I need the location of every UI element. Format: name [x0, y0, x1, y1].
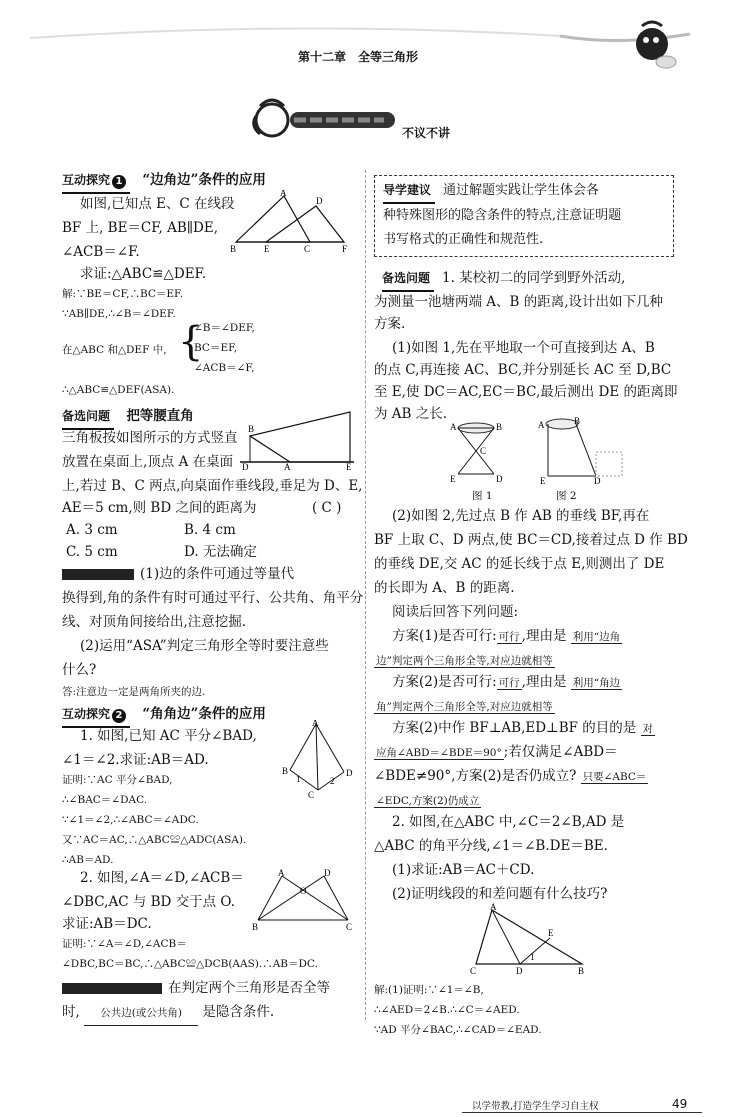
tip-text: (2)运用“ASA”判定三角形全等时要注意些	[80, 638, 329, 654]
problem-text: 为测量一池塘两端 A、B 的距离,设计出如下几种	[374, 294, 664, 310]
svg-text:C: C	[470, 966, 477, 976]
guide-text: 书写格式的正确性和规范性.	[383, 232, 544, 247]
svg-text:A: A	[312, 720, 319, 728]
problem-text: 的点 C,再连接 AC、BC,并分别延长 AC 至 D,BC	[374, 362, 672, 378]
svg-text:D: D	[316, 196, 323, 206]
problem-text: ∠DBC,AC 与 BD 交于点 O.	[62, 894, 236, 910]
brace-symbol: {	[178, 319, 204, 365]
footer-line	[462, 1112, 702, 1113]
option-a: A. 3 cm	[66, 522, 118, 538]
question-line: 方案(2)是否可行: 可行 ,理由是 利用“角边	[392, 674, 621, 690]
problem-text: 方案.	[374, 316, 406, 332]
page-number: 49	[672, 1097, 688, 1111]
svg-text:A: A	[450, 422, 457, 432]
figure-crossed-triangles	[252, 868, 356, 932]
svg-text:A: A	[284, 462, 291, 470]
svg-text:1: 1	[530, 952, 535, 962]
figure-caption: 图 2	[556, 490, 577, 502]
tip-text: 什么?	[62, 662, 97, 678]
svg-text:B: B	[496, 422, 503, 432]
option-d: D. 无法确定	[184, 544, 257, 560]
svg-text:A: A	[278, 868, 285, 878]
problem-text: 1. 如图,已知 AC 平分∠BAD,	[80, 728, 257, 744]
answer-line: 边”判定两个三角形全等,对应边就相等	[376, 655, 553, 667]
solution-text: 解:(1)证明:∵∠1＝∠B,	[374, 984, 484, 996]
svg-text:B: B	[252, 922, 259, 932]
problem-text: 2. 如图,在△ABC 中,∠C＝2∠B,AD 是	[392, 814, 625, 830]
answer-line: 角”判定两个三角形全等,对应边就相等	[376, 701, 553, 713]
figure-right-triangle-ruler	[240, 408, 354, 470]
section-tag: 互动探究 1	[62, 168, 130, 194]
figure-2-pond	[536, 416, 626, 486]
svg-text:A: A	[280, 190, 287, 198]
question-line: ∠BDE≠90°,方案(2)是否仍成立? 只要∠ABC＝	[374, 768, 647, 784]
solution-text: 在△ABC 和△DEF 中,	[62, 344, 167, 356]
section-tag: 备选问题	[62, 404, 114, 430]
solution-text: BC＝EF,	[194, 342, 238, 354]
section-badge	[250, 96, 410, 142]
problem-text: (1)如图 1,先在平地取一个可直接到达 A、B	[392, 340, 655, 356]
section-title: 把等腰直角	[126, 408, 194, 424]
problem-text: BF 上, BE＝CF, AB∥DE,	[62, 220, 218, 236]
problem-text: △ABC 的角平分线,∠1＝∠B.DE＝BE.	[374, 838, 608, 854]
svg-text:B: B	[578, 966, 585, 976]
problem-text: ∠ACB＝∠F.	[62, 244, 140, 260]
problem-text: 为 AB 之长.	[374, 406, 448, 422]
problem-text: 如图,已知点 E、C 在线段	[80, 196, 235, 212]
problem-text: 的垂线 DE,交 AC 的延长线于点 E,则测出了 DE	[374, 556, 665, 572]
svg-text:E: E	[548, 928, 554, 938]
problem-text: ∠1＝∠2.求证:AB＝AD.	[62, 752, 209, 768]
redacted-bar	[62, 983, 162, 994]
problem-text: (2)如图 2,先过点 B 作 AB 的垂线 BF,再在	[392, 508, 650, 524]
svg-text:D: D	[496, 474, 503, 484]
solution-text: ∴AB＝AD.	[62, 854, 114, 866]
solution-text: 解:∵BE＝CF,∴BC＝EF.	[62, 288, 184, 300]
section-tag: 互动探究 2	[62, 702, 130, 728]
solution-text: 又∵AC＝AC,∴△ABC≌△ADC(ASA).	[62, 834, 247, 846]
svg-text:B: B	[230, 244, 237, 254]
answer-text: 答:注意边一定是两角所夹的边.	[62, 686, 206, 698]
figure-caption: 图 1	[472, 490, 493, 502]
problem-text: 求证:△ABC≌△DEF.	[80, 266, 207, 282]
svg-text:D: D	[324, 868, 331, 878]
svg-text:D: D	[346, 768, 353, 778]
section-title: “边角边”条件的应用	[142, 172, 266, 188]
problem-text: 放置在桌面上,顶点 A 在桌面	[62, 454, 234, 470]
problem-text: 的长即为 A、B 的距离.	[374, 580, 515, 596]
svg-text:1: 1	[296, 774, 301, 784]
svg-text:D: D	[242, 462, 249, 470]
svg-text:B: B	[282, 766, 289, 776]
fill-in-answer: 公共边(或公共角)	[84, 1001, 198, 1026]
answer-line: ∠EDC,方案(2)仍成立	[376, 795, 480, 807]
solution-text: ∠DBC,BC＝BC,∴△ABC≌△DCB(AAS).∴AB＝DC.	[62, 958, 318, 970]
answer-paren: ( C )	[312, 500, 342, 516]
tip-text: 线、对顶角间接给出,注意挖掘.	[62, 614, 247, 630]
solution-text: ∵∠1＝∠2,∴∠ABC＝∠ADC.	[62, 814, 199, 826]
solution-text: ∴∠AED＝2∠B.∴∠C＝∠AED.	[374, 1004, 520, 1016]
problem-text: 求证:AB＝DC.	[62, 916, 152, 932]
problem-text: (2)证明线段的和差问题有什么技巧?	[392, 886, 608, 902]
svg-text:C: C	[480, 446, 487, 456]
badge-subtitle: 不议不讲	[402, 126, 451, 140]
problem-text: (1)求证:AB＝AC＋CD.	[392, 862, 535, 878]
svg-text:F: F	[342, 244, 348, 254]
problem-text: 2. 如图,∠A＝∠D,∠ACB＝	[80, 870, 244, 886]
solution-text: ∠ACB＝∠F,	[194, 362, 255, 374]
mascot-icon	[626, 18, 682, 70]
guide-tag: 导学建议	[383, 178, 435, 204]
svg-text:E: E	[346, 462, 352, 470]
figure-triangle-abc-bisector	[470, 902, 588, 976]
section-tag: 备选问题	[382, 266, 434, 292]
svg-text:O: O	[300, 886, 307, 896]
solution-text: 证明:∵∠A＝∠D,∠ACB＝	[62, 938, 187, 950]
svg-text:E: E	[540, 476, 546, 486]
question-line: 应角∠ABD＝∠BDE＝90° ;若仅满足∠ABD＝	[376, 744, 618, 760]
solution-text: ∴△ABC≌△DEF(ASA).	[62, 384, 175, 396]
guide-box: 导学建议 通过解题实践让学生体会各 种特殊图形的隐含条件的特点,注意证明题 书写格式的正确性和规范性.	[374, 175, 674, 257]
solution-text: ∠B＝∠DEF,	[194, 322, 255, 334]
svg-text:B: B	[248, 424, 255, 434]
solution-text: ∵AB∥DE,∴∠B＝∠DEF.	[62, 308, 176, 320]
problem-text: AE＝5 cm,则 BD 之间的距离为	[62, 500, 257, 516]
problem-text: 三角板按如图所示的方式竖直	[62, 430, 238, 446]
svg-text:A: A	[490, 902, 497, 912]
problem-text: 上,若过 B、C 两点,向桌面作垂线段,垂足为 D、E,	[62, 478, 363, 494]
svg-text:C: C	[308, 790, 315, 800]
svg-text:D: D	[516, 966, 523, 976]
problem-text: 备选问题 1. 某校初二的同学到野外活动,	[382, 266, 625, 292]
svg-text:D: D	[594, 476, 601, 486]
chapter-title: 第十二章 全等三角形	[298, 50, 419, 64]
problem-text: 阅读后回答下列问题:	[392, 604, 519, 620]
option-c: C. 5 cm	[66, 544, 118, 560]
solution-text: ∵AD 平分∠BAC,∴∠CAD＝∠EAD.	[374, 1024, 542, 1036]
svg-text:2: 2	[330, 776, 335, 786]
figure-1-pond	[448, 420, 510, 486]
question-line: 方案(1)是否可行: 可行 ,理由是 利用“边角	[392, 628, 621, 644]
svg-text:A: A	[538, 420, 545, 430]
svg-text:C: C	[346, 922, 353, 932]
tip-line: 在判定两个三角形是否全等	[62, 976, 330, 1000]
guide-text: 种特殊图形的隐含条件的特点,注意证明题	[383, 208, 622, 223]
solution-text: ∴∠BAC＝∠DAC.	[62, 794, 148, 806]
svg-text:E: E	[264, 244, 270, 254]
svg-text:E: E	[450, 474, 456, 484]
figure-triangles-bcef	[228, 190, 352, 256]
tip-line: (1)边的条件可通过等量代	[62, 562, 294, 586]
question-line: 方案(2)中作 BF⊥AB,ED⊥BF 的目的是 对	[392, 720, 654, 736]
column-divider	[365, 170, 366, 1020]
redacted-bar	[62, 569, 134, 580]
tip-line: 时, 公共边(或公共角) 是隐含条件.	[62, 1000, 274, 1026]
option-b: B. 4 cm	[184, 522, 236, 538]
figure-angle-bisector	[282, 720, 354, 800]
tip-text: 换得到,角的条件有时可通过平行、公共角、角平分	[62, 590, 364, 606]
svg-text:C: C	[304, 244, 311, 254]
section-title: “角角边”条件的应用	[142, 706, 266, 722]
problem-text: BF 上取 C、D 两点,使 BC＝CD,接着过点 D 作 BD	[374, 532, 688, 548]
footer-slogan: 以学带教,打造学生学习自主权	[472, 1101, 599, 1112]
svg-text:B: B	[574, 416, 581, 426]
problem-text: 至 E,使 DC＝AC,EC＝BC,最后测出 DE 的距离即	[374, 384, 678, 400]
solution-text: 证明:∵AC 平分∠BAD,	[62, 774, 173, 786]
